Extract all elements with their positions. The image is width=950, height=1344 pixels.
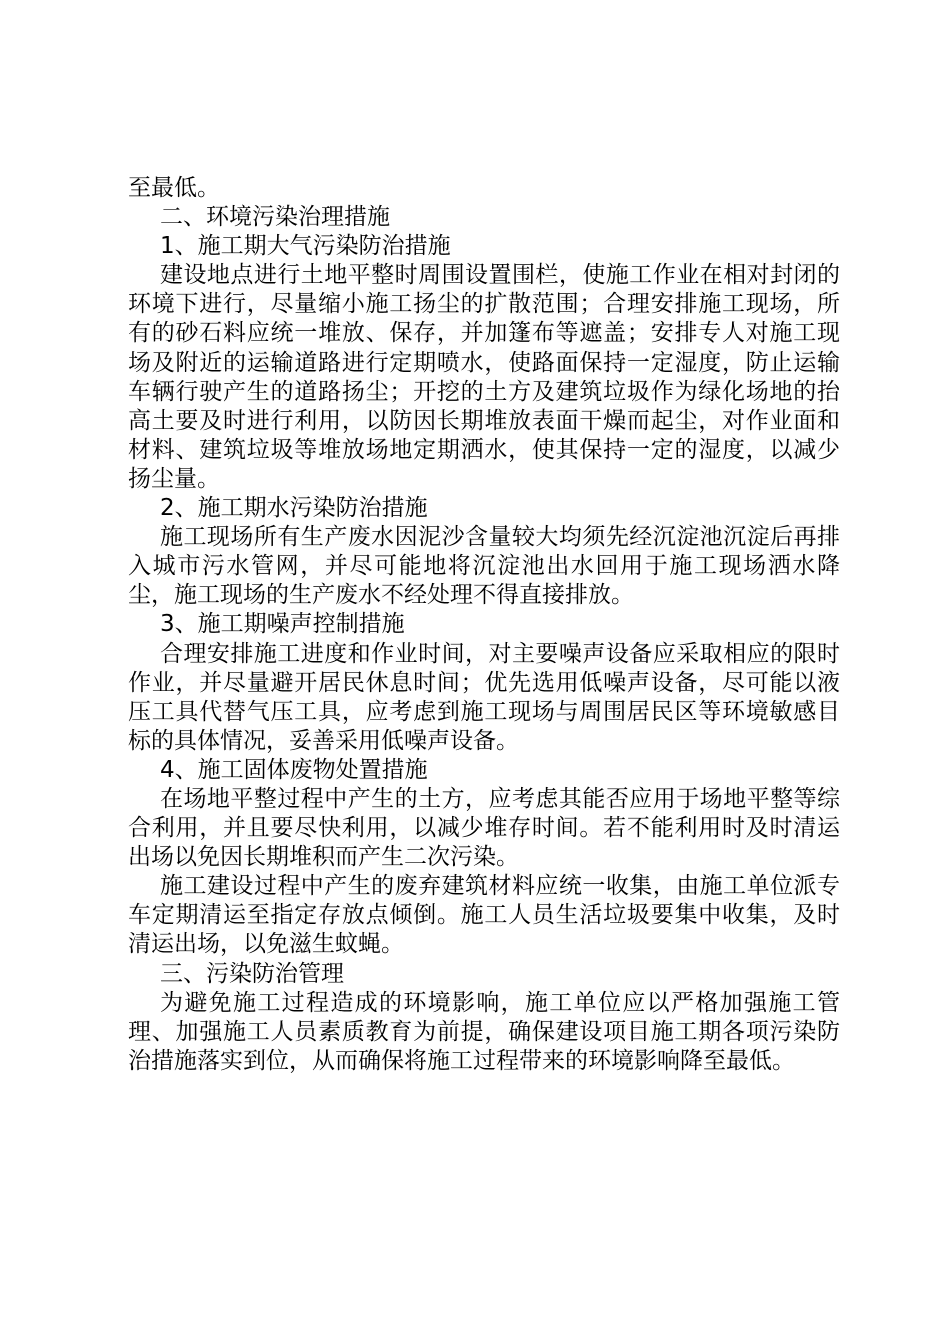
subsection-heading-solid-waste: 4、施工固体废物处置措施 [160, 756, 428, 783]
paragraph-noise-control: 合理安排施工进度和作业时间，对主要噪声设备应采取相应的限时作业，并尽量避开居民休息时间；优先选用低噪声设备，尽可能以液压工具代替气压工具，应考虑到施工现场与周围居民区等环境敏感目标的具体情况，妥善采用低噪声设备。 [128, 640, 840, 754]
section-heading-pollution-management: 三、污染防治管理 [160, 960, 344, 987]
document-body [128, 174, 840, 1076]
paragraph-pollution-management: 为避免施工过程造成的环境影响，施工单位应以严格加强施工管理、加强施工人员素质教育为前提，确保建设项目施工期各项污染防治措施落实到位，从而确保将施工过程带来的环境影响降至最低。 [128, 989, 840, 1074]
subsection-heading-air-pollution: 1、施工期大气污染防治措施 [160, 233, 451, 260]
subsection-heading-noise-control: 3、施工期噪声控制措施 [160, 611, 405, 638]
paragraph-air-pollution: 建设地点进行土地平整时周围设置围栏，使施工作业在相对封闭的环境下进行，尽量缩小施工扬尘的扩散范围；合理安排施工现场，所有的砂石料应统一堆放、保存，并加篷布等遮盖；安排专人对施工现场及附近的运输道路进行定期喷水，使路面保持一定湿度，防止运输车辆行驶产生的道路扬尘；开挖的土方及建筑垃圾作为绿化场地的抬高土要及时进行利用，以防因长期堆放表面干燥而起尘，对作业面和材料、建筑垃圾等堆放场地定期洒水，使其保持一定的湿度，以减少扬尘量。 [128, 262, 840, 492]
subsection-heading-water-pollution: 2、施工期水污染防治措施 [160, 495, 428, 522]
section-heading-environmental-measures: 二、环境污染治理措施 [160, 204, 390, 231]
paragraph-solid-waste-earthwork: 在场地平整过程中产生的土方，应考虑其能否应用于场地平整等综合利用，并且要尽快利用，以减少堆存时间。若不能利用时及时清运出场以免因长期堆积而产生二次污染。 [128, 785, 840, 871]
paragraph-continuation: 至最低。 [128, 175, 220, 201]
paragraph-water-pollution: 施工现场所有生产废水因泥沙含量较大均须先经沉淀池沉淀后再排入城市污水管网，并尽可能地将沉淀池出水回用于施工现场洒水降尘，施工现场的生产废水不经处理不得直接排放。 [128, 524, 840, 609]
paragraph-solid-waste-materials: 施工建设过程中产生的废弃建筑材料应统一收集，由施工单位派专车定期清运至指定存放点倾倒。施工人员生活垃圾要集中收集，及时清运出场，以免滋生蚊蝇。 [128, 873, 840, 958]
